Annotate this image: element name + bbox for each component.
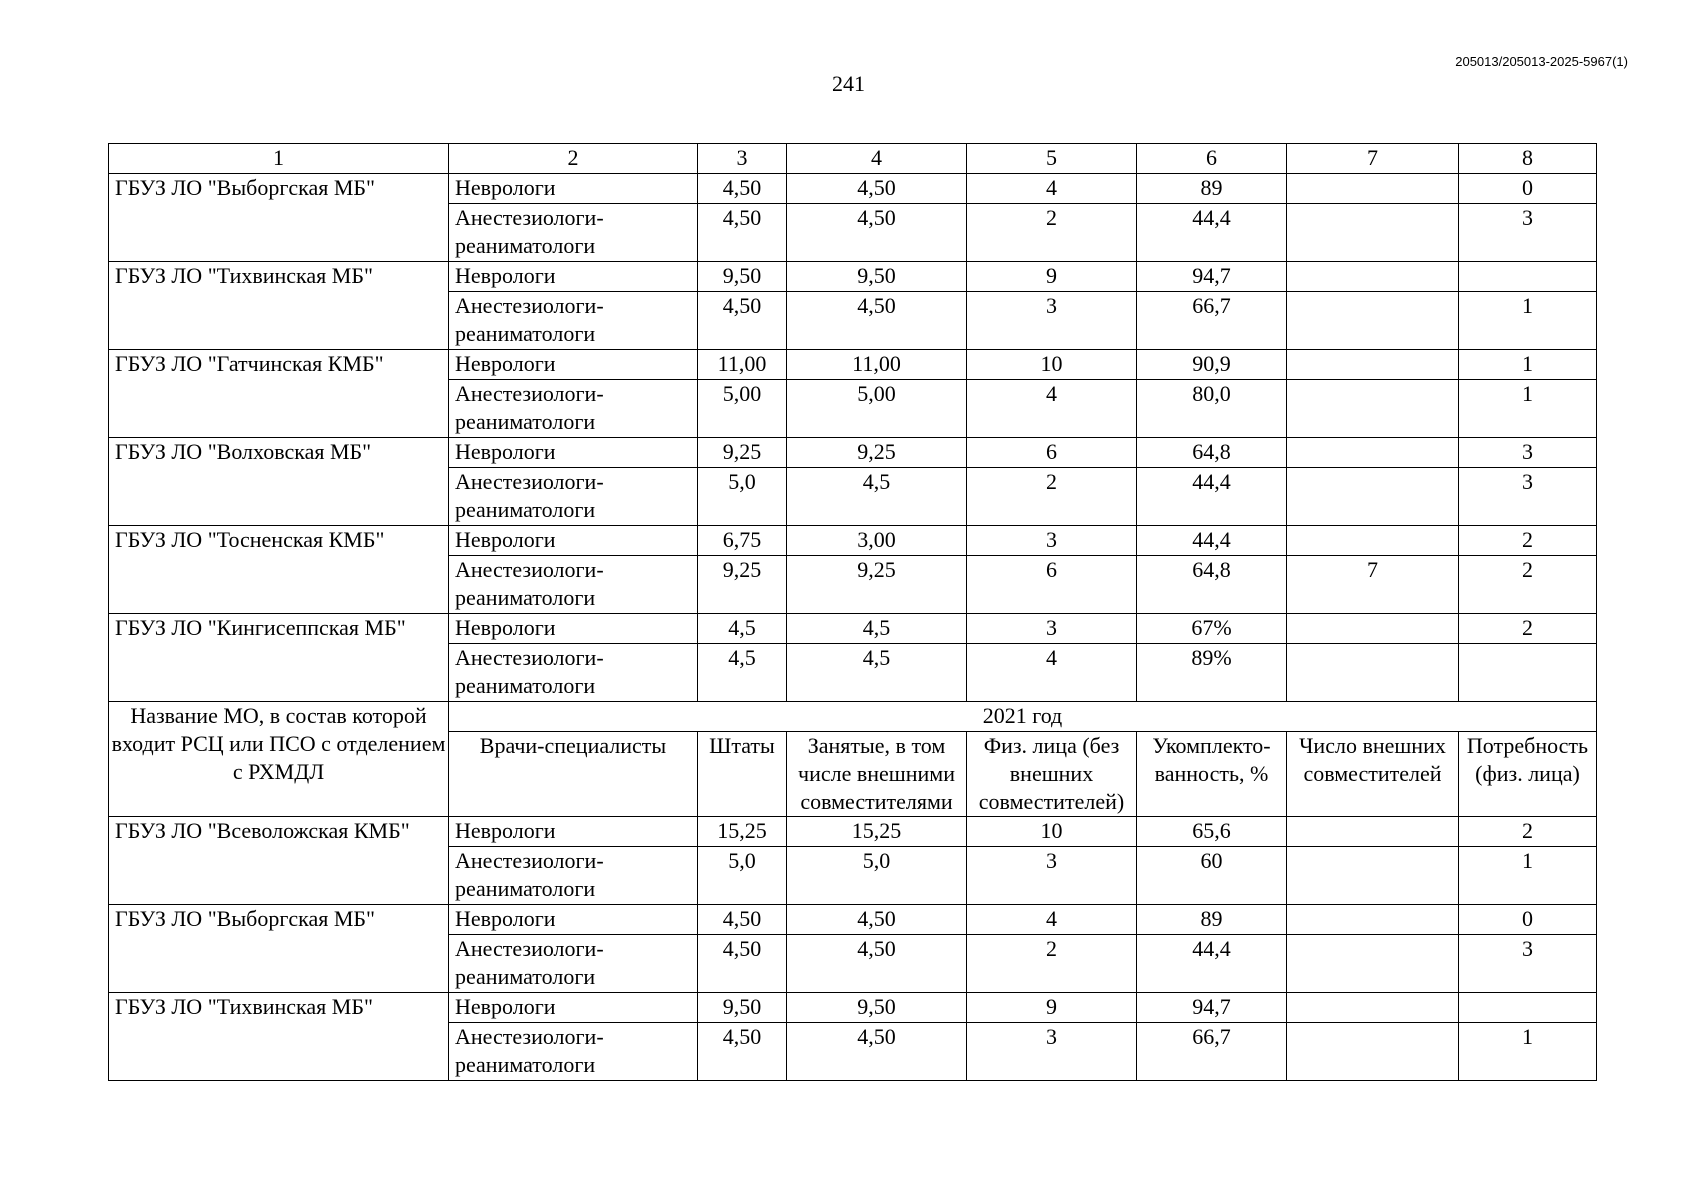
value-cell: 9,25 [698,438,787,468]
column-header: Потребность (физ. лица) [1459,732,1597,817]
column-number-cell: 2 [449,144,698,174]
value-cell: 44,4 [1137,468,1287,526]
value-cell: 67% [1137,614,1287,644]
value-cell: 4,50 [787,174,967,204]
organization-column-header: Название МО, в состав которой входит РСЦ или ПСО с отделением с РХМДЛ [109,702,449,817]
value-cell: 80,0 [1137,380,1287,438]
value-cell: 5,0 [698,847,787,905]
value-cell [1287,350,1459,380]
specialist-cell: Анестезиологи-реаниматологи [449,468,698,526]
value-cell: 5,0 [698,468,787,526]
column-number-cell: 5 [967,144,1137,174]
value-cell: 4 [967,174,1137,204]
specialist-cell: Неврологи [449,905,698,935]
value-cell: 4,50 [698,935,787,993]
value-cell: 65,6 [1137,817,1287,847]
value-cell: 3 [1459,468,1597,526]
value-cell [1287,614,1459,644]
value-cell [1459,262,1597,292]
specialist-cell: Неврологи [449,174,698,204]
value-cell: 4 [967,644,1137,702]
value-cell [1287,905,1459,935]
value-cell: 3 [967,526,1137,556]
value-cell: 9,50 [698,262,787,292]
value-cell: 11,00 [698,350,787,380]
specialist-cell: Анестезиологи-реаниматологи [449,556,698,614]
value-cell [1287,1023,1459,1081]
value-cell: 11,00 [787,350,967,380]
table-row [109,817,1597,847]
year-header-row [109,702,1597,732]
table-row [109,262,1597,292]
year-header: 2021 год [449,702,1597,732]
value-cell: 44,4 [1137,935,1287,993]
specialist-cell: Неврологи [449,614,698,644]
specialist-cell: Анестезиологи-реаниматологи [449,1023,698,1081]
page-number: 241 [832,71,865,96]
value-cell: 89 [1137,174,1287,204]
specialist-cell: Анестезиологи-реаниматологи [449,380,698,438]
value-cell: 4,5 [787,644,967,702]
value-cell: 3 [1459,438,1597,468]
organization-name-cell: ГБУЗ ЛО "Тихвинская МБ" [109,262,449,350]
column-number-row [109,144,1597,174]
value-cell: 15,25 [698,817,787,847]
value-cell [1287,380,1459,438]
column-header: Занятые, в том числе внешними совместителями [787,732,967,817]
organization-name-cell: ГБУЗ ЛО "Выборгская МБ" [109,174,449,262]
value-cell: 2 [1459,526,1597,556]
organization-name-cell: ГБУЗ ЛО "Волховская МБ" [109,438,449,526]
value-cell: 9 [967,993,1137,1023]
value-cell: 2 [1459,614,1597,644]
table-row [109,350,1597,380]
value-cell [1287,292,1459,350]
value-cell: 4,5 [698,644,787,702]
value-cell: 4 [967,380,1137,438]
value-cell: 4,50 [787,1023,967,1081]
table-row [109,174,1597,204]
value-cell: 9,25 [698,556,787,614]
value-cell: 4,50 [787,905,967,935]
table-row [109,905,1597,935]
value-cell: 7 [1287,556,1459,614]
specialist-cell: Анестезиологи-реаниматологи [449,204,698,262]
column-number-cell: 4 [787,144,967,174]
value-cell: 10 [967,350,1137,380]
column-number-cell: 7 [1287,144,1459,174]
organization-name-cell: ГБУЗ ЛО "Всеволожская КМБ" [109,817,449,905]
value-cell: 3 [967,614,1137,644]
value-cell: 9 [967,262,1137,292]
staffing-table [108,143,1597,1081]
value-cell: 10 [967,817,1137,847]
value-cell: 3 [1459,935,1597,993]
value-cell: 4 [967,905,1137,935]
organization-name-cell: ГБУЗ ЛО "Тихвинская МБ" [109,993,449,1081]
value-cell: 1 [1459,847,1597,905]
value-cell: 9,25 [787,438,967,468]
value-cell [1287,468,1459,526]
value-cell: 6 [967,438,1137,468]
column-number-cell: 3 [698,144,787,174]
column-header: Физ. лица (без внешних совместителей) [967,732,1137,817]
value-cell: 94,7 [1137,262,1287,292]
organization-name-cell: ГБУЗ ЛО "Гатчинская КМБ" [109,350,449,438]
specialist-cell: Неврологи [449,438,698,468]
value-cell: 90,9 [1137,350,1287,380]
value-cell [1459,993,1597,1023]
value-cell: 1 [1459,292,1597,350]
specialist-cell: Анестезиологи-реаниматологи [449,847,698,905]
value-cell: 94,7 [1137,993,1287,1023]
value-cell: 4,50 [698,292,787,350]
column-number-cell: 1 [109,144,449,174]
organization-name-cell: ГБУЗ ЛО "Тосненская КМБ" [109,526,449,614]
value-cell: 5,0 [787,847,967,905]
value-cell [1287,438,1459,468]
value-cell: 4,50 [787,292,967,350]
value-cell [1287,204,1459,262]
value-cell: 66,7 [1137,292,1287,350]
value-cell [1287,847,1459,905]
value-cell: 3,00 [787,526,967,556]
value-cell [1287,817,1459,847]
value-cell: 1 [1459,350,1597,380]
value-cell: 0 [1459,174,1597,204]
specialist-cell: Неврологи [449,350,698,380]
value-cell: 60 [1137,847,1287,905]
organization-name-cell: ГБУЗ ЛО "Кингисеппская МБ" [109,614,449,702]
value-cell: 4,5 [787,614,967,644]
value-cell: 2 [967,468,1137,526]
value-cell: 4,50 [698,1023,787,1081]
column-header: Врачи-специалисты [449,732,698,817]
value-cell: 44,4 [1137,526,1287,556]
value-cell: 64,8 [1137,438,1287,468]
value-cell: 6 [967,556,1137,614]
value-cell [1287,262,1459,292]
specialist-cell: Анестезиологи-реаниматологи [449,292,698,350]
value-cell: 15,25 [787,817,967,847]
value-cell [1287,993,1459,1023]
organization-name-cell: ГБУЗ ЛО "Выборгская МБ" [109,905,449,993]
table-row [109,438,1597,468]
value-cell: 9,25 [787,556,967,614]
specialist-cell: Анестезиологи-реаниматологи [449,935,698,993]
specialist-cell: Анестезиологи-реаниматологи [449,644,698,702]
value-cell [1287,526,1459,556]
value-cell: 9,50 [787,262,967,292]
value-cell: 3 [1459,204,1597,262]
value-cell: 4,50 [698,905,787,935]
column-header: Число внешних совместителей [1287,732,1459,817]
value-cell [1287,644,1459,702]
specialist-cell: Неврологи [449,993,698,1023]
value-cell: 1 [1459,1023,1597,1081]
value-cell: 3 [967,1023,1137,1081]
specialist-cell: Неврологи [449,262,698,292]
value-cell: 89 [1137,905,1287,935]
value-cell: 0 [1459,905,1597,935]
column-number-cell: 6 [1137,144,1287,174]
value-cell: 5,00 [787,380,967,438]
value-cell: 89% [1137,644,1287,702]
value-cell: 1 [1459,380,1597,438]
value-cell: 4,50 [787,935,967,993]
value-cell: 3 [967,847,1137,905]
table-row [109,526,1597,556]
value-cell: 5,00 [698,380,787,438]
specialist-cell: Неврологи [449,817,698,847]
value-cell: 2 [967,204,1137,262]
value-cell: 3 [967,292,1137,350]
column-number-cell: 8 [1459,144,1597,174]
value-cell: 6,75 [698,526,787,556]
column-header: Штаты [698,732,787,817]
value-cell: 66,7 [1137,1023,1287,1081]
value-cell: 4,50 [698,204,787,262]
document-id: 205013/205013-2025-5967(1) [1455,54,1628,69]
value-cell: 4,50 [787,204,967,262]
column-header: Укомплекто-ванность, % [1137,732,1287,817]
value-cell [1287,174,1459,204]
specialist-cell: Неврологи [449,526,698,556]
value-cell: 2 [1459,817,1597,847]
value-cell: 9,50 [698,993,787,1023]
value-cell: 2 [967,935,1137,993]
table-row [109,993,1597,1023]
value-cell [1287,935,1459,993]
value-cell: 4,5 [787,468,967,526]
value-cell: 4,5 [698,614,787,644]
value-cell: 64,8 [1137,556,1287,614]
value-cell [1459,644,1597,702]
value-cell: 44,4 [1137,204,1287,262]
table-row [109,614,1597,644]
value-cell: 2 [1459,556,1597,614]
value-cell: 4,50 [698,174,787,204]
value-cell: 9,50 [787,993,967,1023]
